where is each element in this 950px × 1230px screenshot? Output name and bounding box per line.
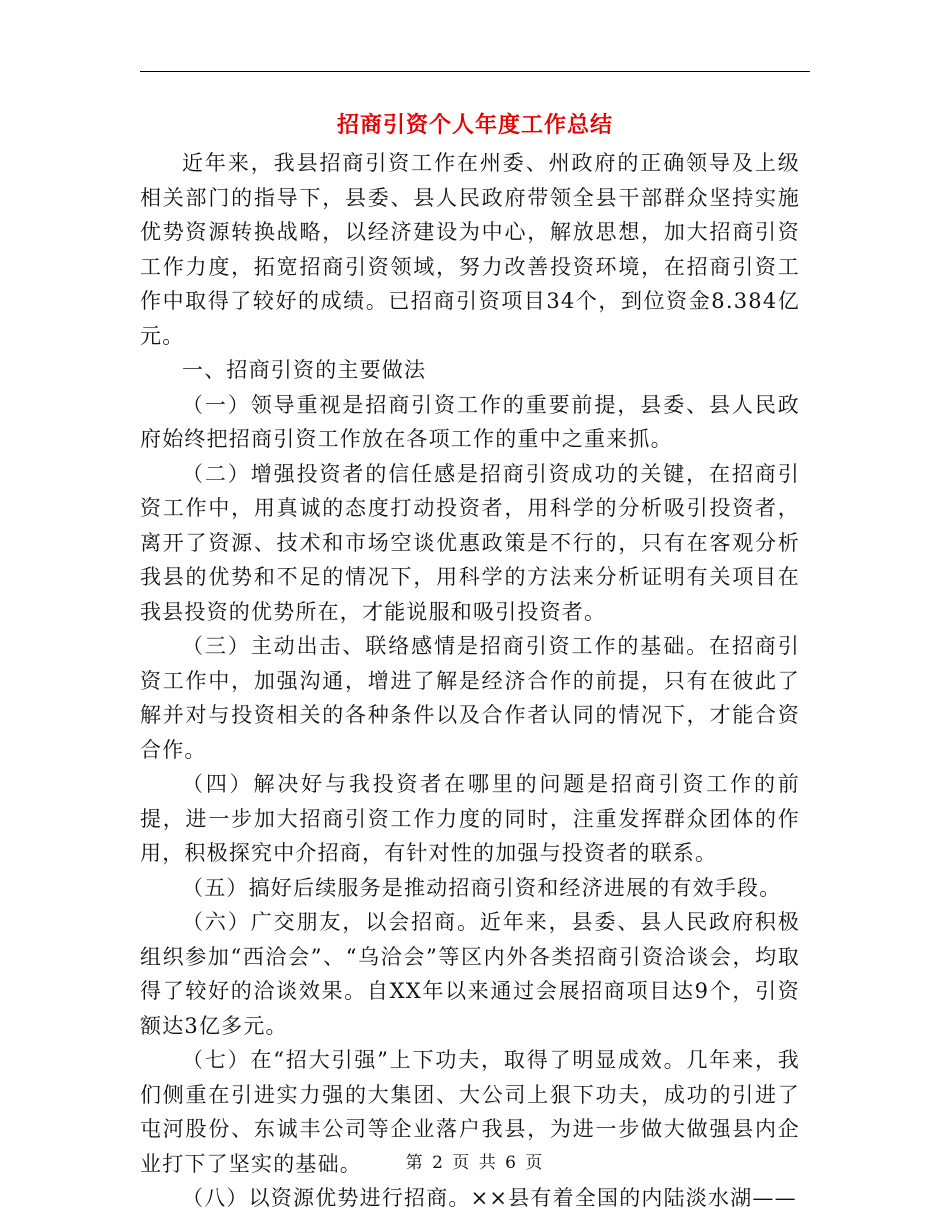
- paragraph-item-2: （二）增强投资者的信任感是招商引资成功的关键，在招商引资工作中，用真诚的态度打动投资者，用科学的分析吸引投资者，离开了资源、技术和市场空谈优惠政策是不行的，只有在客观分析我县的优势和不足的情况下，用科学的方法来分析证明有关项目在我县投资的优势所在，才能说服和吸引投资者。: [140, 461, 800, 624]
- paragraph-item-6: （六）广交朋友，以会招商。近年来，县委、县人民政府积极组织参加“西洽会”、“乌洽会”等区内外各类招商引资洽谈会，均取得了较好的洽谈效果。自XX年以来通过会展招商项目达9个，引资额达3亿多元。: [140, 910, 800, 1038]
- paragraph-item-4: （四）解决好与我投资者在哪里的问题是招商引资工作的前提，进一步加大招商引资工作力度的同时，注重发挥群众团体的作用，积极探究中介招商，有针对性的加强与投资者的联系。: [140, 772, 800, 865]
- paragraph-item-8: （八）以资源优势进行招商。××县有着全国的内陆淡水湖——: [182, 1186, 797, 1210]
- document-title: 招商引资个人年度工作总结: [336, 112, 613, 138]
- paragraph-item-7: （七）在“招大引强”上下功夫，取得了明显成效。几年来，我们侧重在引进实力强的大集团、大公司上狠下功夫，成功的引进了屯河股份、东诚丰公司等企业落户我县，为进一步做大做强县内企业打下了坚实的基础。: [140, 1048, 800, 1176]
- header-rule: [140, 71, 810, 72]
- section-heading: 一、招商引资的主要做法: [182, 358, 427, 382]
- paragraph-item-5: （五）搞好后续服务是推动招商引资和经济进展的有效手段。: [182, 875, 782, 900]
- page-number: 第 2 页 共 6 页: [405, 1153, 545, 1173]
- document-body: [140, 146, 800, 1216]
- paragraph-item-3: （三）主动出击、联络感情是招商引资工作的基础。在招商引资工作中，加强沟通，增进了解是经济合作的前提，只有在彼此了解并对与投资相关的各种条件以及合作者认同的情况下，才能合资合作。: [140, 634, 800, 762]
- paragraph-item-1: （一）领导重视是招商引资工作的重要前提，县委、县人民政府始终把招商引资工作放在各项工作的重中之重来抓。: [140, 392, 800, 451]
- paragraph-intro: 近年来，我县招商引资工作在州委、州政府的正确领导及上级相关部门的指导下，县委、县人民政府带领全县干部群众坚持实施优势资源转换战略，以经济建设为中心，解放思想，加大招商引资工作力度，拓宽招商引资领域，努力改善投资环境，在招商引资工作中取得了较好的成绩。已招商引资项目34个，到位资金8.384亿元。: [140, 151, 800, 348]
